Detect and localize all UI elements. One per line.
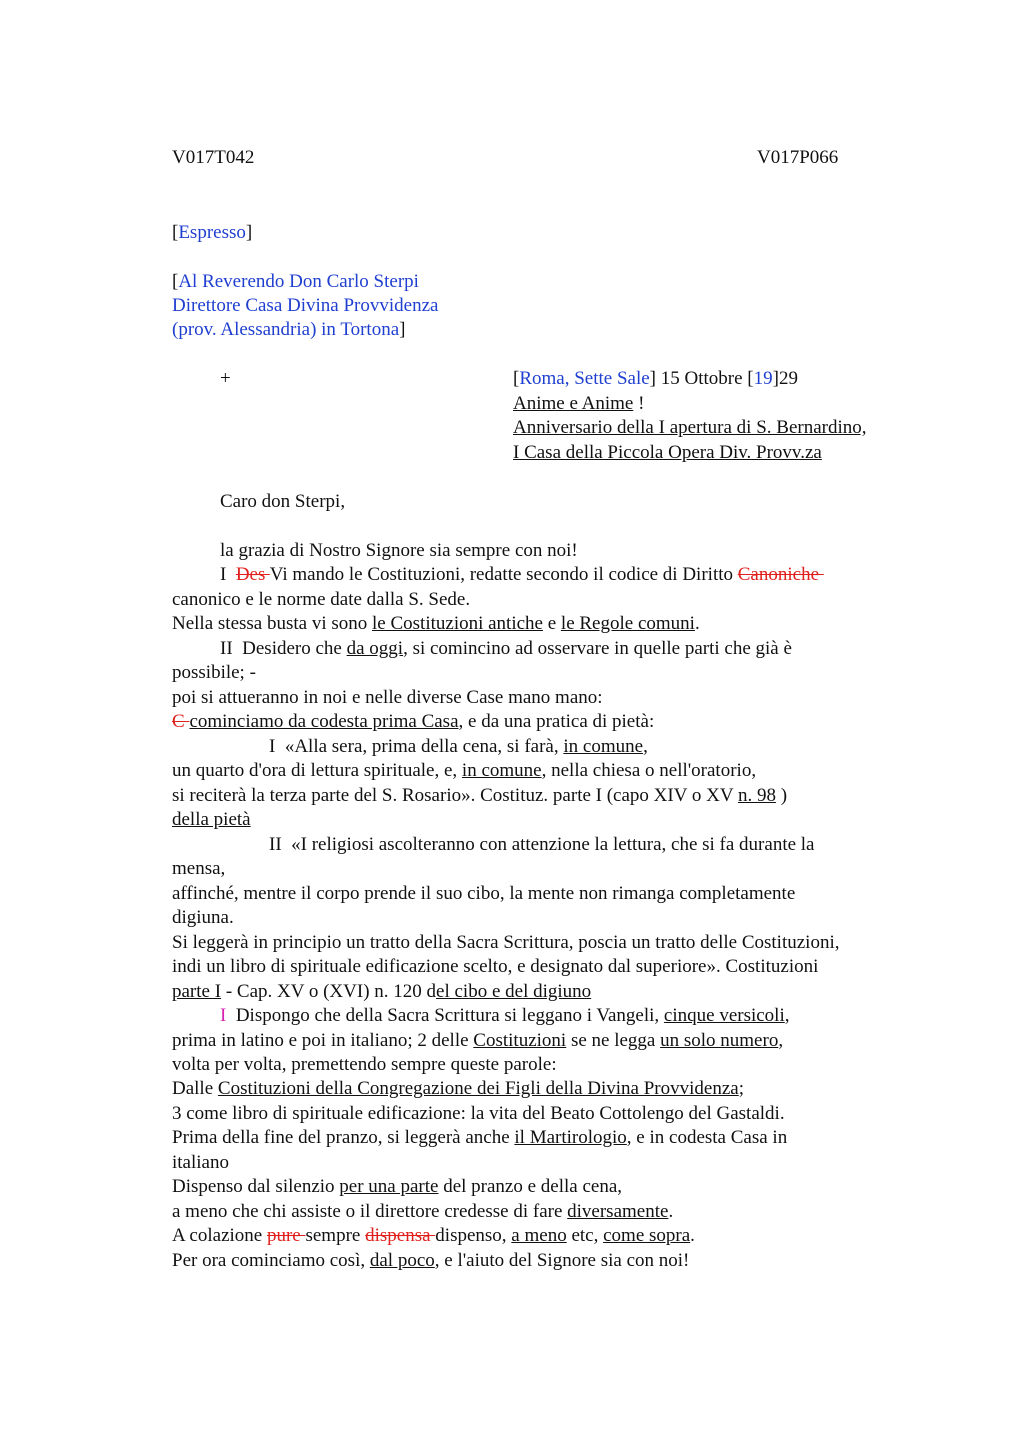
address-line-3: (prov. Alessandria) in Tortona] [172,319,406,340]
espresso-label: Espresso [178,222,246,243]
greeting: Caro don Sterpi, [220,491,346,512]
dateline-anniversary: Anniversario della I apertura di S. Bernardino, [513,417,867,438]
document-code-right: V017P066 [757,147,839,168]
body-line: volta per volta, premettendo sempre queste parole: [172,1054,557,1075]
body-line: poi si attueranno in noi e nelle diverse Case mano mano: [172,687,603,708]
address-line-1: [Al Reverendo Don Carlo Sterpi [172,271,419,292]
cross-mark: + [220,368,231,389]
body-line: della pietà [172,809,251,830]
body-line: II Desidero che da oggi, si comincino ad osservare in quelle parti che già è [220,638,792,659]
espresso-line: [Espresso] [172,222,253,243]
body-line: C cominciamo da codesta prima Casa, e da una pratica di pietà: [172,711,655,732]
dateline-place-date: [Roma, Sette Sale] 15 Ottobre [19]29 [513,368,798,389]
body-line: Nella stessa busta vi sono le Costituzioni antiche e le Regole comuni. [172,613,700,634]
address-line-2: Direttore Casa Divina Provvidenza [172,295,439,316]
body-line: indi un libro di spirituale edificazione scelto, e designato dal superiore». Costituzioni [172,956,819,977]
body-line: possibile; - [172,662,256,683]
body-line: parte I - Cap. XV o (XVI) n. 120 del cibo e del digiuno [172,981,592,1002]
body-line: I Des Vi mando le Costituzioni, redatte secondo il codice di Diritto Canoniche [220,564,824,585]
body-line: digiuna. [172,907,234,928]
body-line: a meno che chi assiste o il direttore credesse di fare diversamente. [172,1201,674,1222]
body-line: I Dispongo che della Sacra Scrittura si leggano i Vangeli, cinque versicoli, [220,1005,790,1026]
dateline-house: I Casa della Piccola Opera Div. Provv.za [513,442,822,463]
body-line: A colazione pure sempre dispensa dispenso, a meno etc, come sopra. [172,1225,695,1246]
body-line: mensa, [172,858,226,879]
body-line: un quarto d'ora di lettura spirituale, e, in comune, nella chiesa o nell'oratorio, [172,760,757,781]
body-line: Dalle Costituzioni della Congregazione dei Figli della Divina Provvidenza; [172,1078,744,1099]
body-line: affinché, mentre il corpo prende il suo cibo, la mente non rimanga completamente [172,883,796,904]
body-line: II «I religiosi ascolteranno con attenzione la lettura, che si fa durante la [269,834,815,855]
body-line: Dispenso dal silenzio per una parte del pranzo e della cena, [172,1176,623,1197]
body-line: Per ora cominciamo così, dal poco, e l'aiuto del Signore sia con noi! [172,1250,690,1271]
body-line: italiano [172,1152,229,1173]
body-line: la grazia di Nostro Signore sia sempre con noi! [220,540,578,561]
body-line: prima in latino e poi in italiano; 2 delle Costituzioni se ne legga un solo numero, [172,1030,784,1051]
dateline-motto: Anime e Anime ! [513,393,645,414]
body-line: I «Alla sera, prima della cena, si farà, in comune, [269,736,648,757]
body-line: canonico e le norme date dalla S. Sede. [172,589,471,610]
body-line: Prima della fine del pranzo, si leggerà anche il Martirologio, e in codesta Casa in [172,1127,788,1148]
document-code-left: V017T042 [172,147,255,168]
body-line: Si leggerà in principio un tratto della Sacra Scrittura, poscia un tratto delle Costituzioni, [172,932,840,953]
body-line: 3 come libro di spirituale edificazione: la vita del Beato Cottolengo del Gastaldi. [172,1103,785,1124]
section-mark: I [220,1005,227,1026]
body-line: si reciterà la terza parte del S. Rosario». Costituz. parte I (capo XIV o XV n. 98 ) [172,785,788,806]
